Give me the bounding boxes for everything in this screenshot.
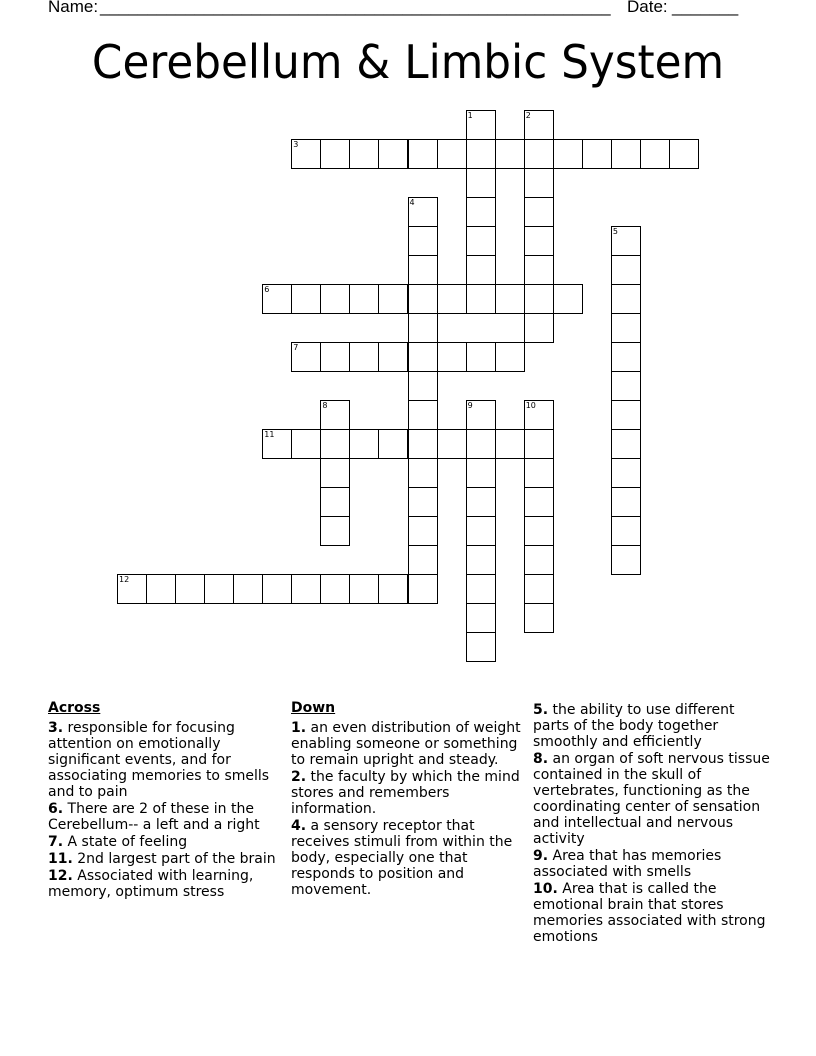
clue-text: Area that is called the emotional brain that stores memories associated with strong emotions	[533, 881, 766, 945]
grid-cell[interactable]	[553, 284, 583, 314]
grid-cell[interactable]	[466, 255, 496, 285]
grid-cell[interactable]	[408, 400, 438, 430]
grid-cell[interactable]	[466, 168, 496, 198]
grid-cell[interactable]	[349, 429, 379, 459]
grid-cell[interactable]	[349, 342, 379, 372]
clue-text: A state of feeling	[67, 834, 188, 850]
clue-text: an organ of soft nervous tissue contained in the skull of vertebrates, functioning as the coordinating center of sensation and intellectual and nervous activity	[533, 751, 770, 847]
grid-cell[interactable]	[320, 429, 350, 459]
name-field[interactable]: ______________________________________________________	[100, 0, 611, 16]
grid-cell[interactable]	[320, 516, 350, 546]
grid-cell[interactable]	[466, 110, 496, 140]
grid-cell[interactable]	[553, 139, 583, 169]
grid-cell[interactable]	[669, 139, 699, 169]
clue-text: There are 2 of these in the Cerebellum-- a left and a right	[48, 801, 260, 833]
grid-cell[interactable]	[291, 574, 321, 604]
date-field[interactable]: _______	[672, 0, 739, 16]
grid-cell[interactable]	[408, 139, 438, 169]
grid-cell[interactable]	[408, 226, 438, 256]
clue-number-label: 9	[467, 401, 473, 410]
grid-cell[interactable]	[320, 458, 350, 488]
grid-cell[interactable]	[524, 545, 554, 575]
clue-item	[48, 720, 284, 800]
clue-number: 7.	[48, 834, 64, 850]
clue-number-label: 4	[409, 197, 415, 207]
grid-cell[interactable]	[640, 139, 670, 169]
grid-cell[interactable]	[437, 342, 467, 372]
clue-number-label: 3	[293, 139, 299, 149]
grid-cell[interactable]	[524, 400, 554, 430]
grid-cell[interactable]	[466, 574, 496, 604]
grid-cell[interactable]	[524, 516, 554, 546]
grid-cell[interactable]	[408, 516, 438, 546]
clue-text: an even distribution of weight enabling someone or something to remain upright and steady.	[291, 720, 521, 768]
page-title: Cerebellum & Limbic System	[91, 35, 725, 89]
grid-cell[interactable]	[204, 574, 234, 604]
grid-cell[interactable]	[495, 342, 525, 372]
clue-item	[291, 769, 527, 817]
clue-number: 3.	[48, 720, 64, 736]
grid-cell[interactable]	[408, 313, 438, 343]
grid-cell[interactable]	[378, 139, 408, 169]
clue-number: 5.	[533, 702, 549, 718]
clue-item	[48, 834, 284, 850]
clue-item	[533, 702, 773, 750]
clue-number: 12.	[48, 868, 73, 884]
grid-cell[interactable]	[466, 342, 496, 372]
grid-cell[interactable]	[408, 429, 438, 459]
clue-number-label: 6	[264, 284, 270, 294]
grid-cell[interactable]	[611, 516, 641, 546]
clue-number-label: 8	[322, 401, 328, 410]
grid-cell[interactable]	[408, 545, 438, 575]
grid-cell[interactable]	[408, 371, 438, 401]
grid-cell[interactable]	[466, 603, 496, 633]
clue-number-label: 7	[293, 342, 299, 352]
grid-cell[interactable]	[524, 110, 554, 140]
grid-cell[interactable]	[466, 139, 496, 169]
grid-cell[interactable]	[378, 342, 408, 372]
grid-cell[interactable]	[349, 574, 379, 604]
clue-number-label: 5	[612, 226, 618, 236]
across-clues	[48, 700, 284, 901]
grid-cell[interactable]	[408, 458, 438, 488]
grid-cell[interactable]	[378, 429, 408, 459]
clue-text: the faculty by which the mind stores and remembers information.	[291, 769, 520, 817]
grid-cell[interactable]	[378, 284, 408, 314]
down-heading: Down	[291, 700, 336, 716]
grid-cell[interactable]	[466, 516, 496, 546]
grid-cell[interactable]	[611, 545, 641, 575]
clue-number: 8.	[533, 751, 549, 767]
grid-cell[interactable]	[291, 429, 321, 459]
grid-cell[interactable]	[611, 400, 641, 430]
grid-cell[interactable]	[611, 313, 641, 343]
grid-cell[interactable]	[291, 139, 321, 169]
grid-cell[interactable]	[262, 429, 292, 459]
grid-cell[interactable]	[466, 632, 496, 662]
grid-cell[interactable]	[611, 255, 641, 285]
down-clues	[291, 700, 527, 899]
grid-cell[interactable]	[524, 313, 554, 343]
grid-cell[interactable]	[378, 574, 408, 604]
grid-cell[interactable]	[320, 284, 350, 314]
grid-cell[interactable]	[495, 429, 525, 459]
clue-number: 9.	[533, 848, 549, 864]
grid-cell[interactable]	[524, 487, 554, 517]
grid-cell[interactable]	[524, 574, 554, 604]
grid-cell[interactable]	[524, 197, 554, 227]
grid-cell[interactable]	[611, 139, 641, 169]
grid-cell[interactable]	[320, 139, 350, 169]
clue-text: 2nd largest part of the brain	[77, 851, 276, 867]
across-clue-list	[48, 720, 284, 900]
grid-cell[interactable]	[524, 458, 554, 488]
clue-number: 6.	[48, 801, 64, 817]
grid-cell[interactable]	[437, 139, 467, 169]
clue-text: responsible for focusing attention on emotionally significant events, and for associating memories to smells and to pain	[48, 720, 270, 800]
clue-number-label: 11	[264, 430, 275, 440]
clue-number-label: 10	[525, 401, 536, 410]
grid-cell[interactable]	[408, 197, 438, 227]
grid-cell[interactable]	[466, 458, 496, 488]
grid-cell[interactable]	[408, 342, 438, 372]
grid-cell[interactable]	[320, 487, 350, 517]
grid-cell[interactable]	[262, 574, 292, 604]
clue-text: Associated with learning, memory, optimum stress	[48, 868, 254, 900]
grid-cell[interactable]	[466, 226, 496, 256]
grid-cell[interactable]	[466, 429, 496, 459]
grid-cell[interactable]	[582, 139, 612, 169]
grid-cell[interactable]	[320, 400, 350, 430]
grid-cell[interactable]	[611, 487, 641, 517]
clue-item	[291, 720, 527, 768]
clue-item	[533, 848, 773, 880]
grid-cell[interactable]	[466, 400, 496, 430]
grid-cell[interactable]	[349, 139, 379, 169]
grid-cell[interactable]	[524, 603, 554, 633]
down-clues-continued	[533, 702, 773, 946]
grid-cell[interactable]	[524, 284, 554, 314]
grid-cell[interactable]	[611, 371, 641, 401]
grid-cell[interactable]	[408, 255, 438, 285]
grid-cell[interactable]	[495, 284, 525, 314]
clue-text: a sensory receptor that receives stimuli from within the body, especially one that responds to position and movement.	[291, 818, 513, 898]
grid-cell[interactable]	[233, 574, 263, 604]
grid-cell[interactable]	[291, 342, 321, 372]
grid-cell[interactable]	[437, 429, 467, 459]
grid-cell[interactable]	[524, 226, 554, 256]
grid-cell[interactable]	[611, 284, 641, 314]
grid-cell[interactable]	[524, 429, 554, 459]
grid-cell[interactable]	[524, 255, 554, 285]
grid-cell[interactable]	[117, 574, 147, 604]
grid-cell[interactable]	[437, 284, 467, 314]
clue-text: the ability to use different parts of the body together smoothly and efficiently	[533, 702, 735, 750]
clue-item	[48, 801, 284, 833]
clue-text: Area that has memories associated with smells	[533, 848, 722, 880]
grid-cell[interactable]	[466, 284, 496, 314]
grid-cell[interactable]	[495, 139, 525, 169]
grid-cell[interactable]	[408, 487, 438, 517]
grid-cell[interactable]	[408, 284, 438, 314]
across-heading: Across	[48, 700, 101, 716]
clue-number: 1.	[291, 720, 307, 736]
grid-cell[interactable]	[408, 574, 438, 604]
clue-item	[533, 881, 773, 945]
grid-cell[interactable]	[320, 574, 350, 604]
grid-cell[interactable]	[611, 226, 641, 256]
date-label: Date:	[627, 0, 668, 16]
clue-item	[533, 751, 773, 847]
grid-cell[interactable]	[349, 284, 379, 314]
grid-cell[interactable]	[262, 284, 292, 314]
clue-item	[291, 818, 527, 898]
name-label: Name:	[48, 0, 99, 16]
clue-number-label: 1	[467, 110, 473, 120]
clue-item	[48, 868, 284, 900]
grid-cell[interactable]	[611, 458, 641, 488]
grid-cell[interactable]	[291, 284, 321, 314]
clue-item	[48, 851, 284, 867]
clue-number: 10.	[533, 881, 558, 897]
clue-number: 11.	[48, 851, 73, 867]
grid-cell[interactable]	[524, 168, 554, 198]
grid-cell[interactable]	[175, 574, 205, 604]
grid-cell[interactable]	[524, 139, 554, 169]
clue-number-label: 12	[119, 575, 130, 585]
grid-cell[interactable]	[611, 429, 641, 459]
grid-cell[interactable]	[466, 487, 496, 517]
clue-number-label: 2	[525, 110, 531, 120]
clue-number: 2.	[291, 769, 307, 785]
grid-cell[interactable]	[320, 342, 350, 372]
clue-number: 4.	[291, 818, 307, 834]
grid-cell[interactable]	[611, 342, 641, 372]
grid-cell[interactable]	[146, 574, 176, 604]
grid-cell[interactable]	[466, 545, 496, 575]
grid-cell[interactable]	[466, 197, 496, 227]
